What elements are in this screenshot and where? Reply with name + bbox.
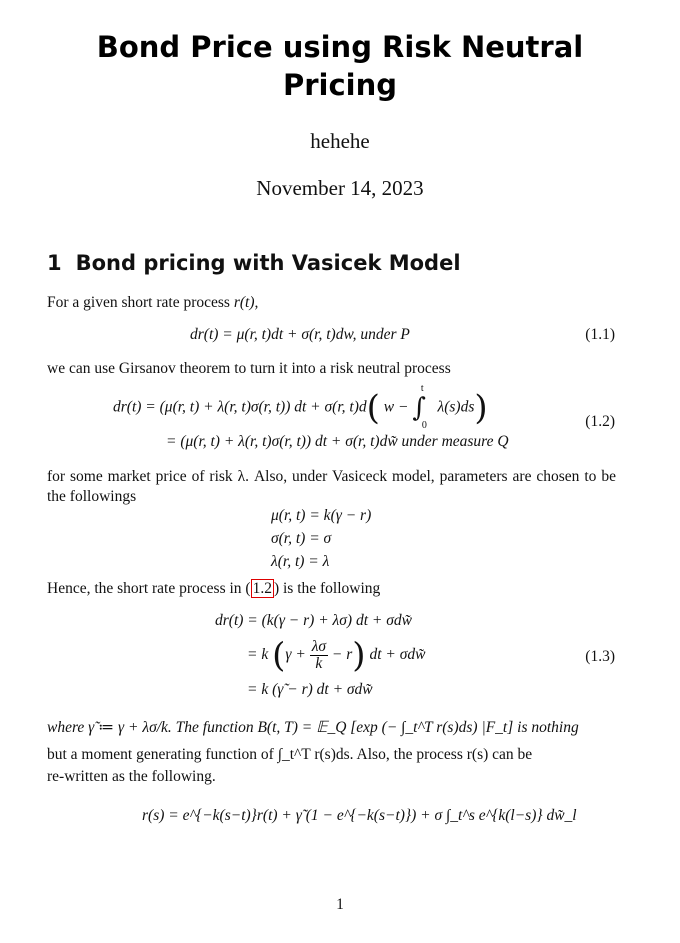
equation-1-1-body: dr(t) = μ(r, t)dt + σ(r, t)dw, under P — [190, 326, 410, 343]
equation-reference-link[interactable]: 1.2 — [252, 580, 272, 597]
equation-1-3-line-2: = k (γ + $\frac{\lambda\sigma}{k}$ − r) dt + σdw̃ — [247, 635, 426, 676]
date: November 14, 2023 — [256, 176, 424, 200]
paragraph-5-line-1: where γ̃ ≔ γ + λσ/k. The function B(t, T) = 𝔼_Q [exp (− ∫_t^T r(s)ds) |F_t] is nothing — [47, 719, 579, 736]
equation-1-2-line-1: dr(t) = (μ(r, t) + λ(r, t)σ(r, t)) dt + σ(r, t)d( $w - \int_0^t$ λ(s)ds) — [113, 383, 488, 431]
left-paren: ( — [366, 388, 380, 428]
equation-1-3-line-1: dr(t) = (k(γ − r) + λσ) dt + σdw̃ — [215, 612, 412, 629]
integral-sign: ∫ — [412, 393, 426, 423]
fraction-lambda-sigma-over-k: $\frac{\lambda\sigma}{k}$ — [311, 638, 327, 672]
equation-1-1 — [190, 326, 410, 344]
equation-1-3-line-3: = k (γ̃ − r) dt + σdw̃ — [247, 681, 373, 698]
para1-math: r(t), — [233, 294, 259, 311]
equation-number-1-1: (1.1) — [585, 326, 615, 343]
equation-number-1-2: (1.2) — [585, 413, 615, 430]
eq2-line1-main: dr(t) = (μ(r, t) + λ(r, t)σ(r, t)) dt + σ(r, t)d — [113, 398, 367, 416]
paragraph-4: Hence, the short rate process in ( 1.2 ) is the following — [47, 580, 381, 597]
paragraph-2: we can use Girsanov theorem to turn it into a risk neutral process — [47, 360, 451, 377]
right-paren: ) — [474, 388, 488, 428]
para1-text: For a given short rate process — [47, 294, 230, 311]
paragraph-3: for some market price of risk λ. Also, under Vasiceck model, parameters are chosen to be the followings — [47, 468, 616, 505]
param-lambda: λ(r, t) = λ — [271, 553, 330, 570]
paragraph-5-line-2: but a moment generating function of ∫_t^T r(s)ds. Also, the process r(s) can be — [47, 746, 533, 763]
paragraph-5-line-3: re-written as the following. — [47, 768, 216, 785]
equation-1-2-line-2 — [166, 433, 509, 451]
param-mu: μ(r, t) = k(γ − r) — [271, 507, 372, 524]
section-heading — [47, 251, 461, 275]
author: hehehe — [310, 129, 370, 153]
param-sigma: σ(r, t) = σ — [271, 530, 332, 547]
paper-title: Bond Price using Risk Neutral Pricing — [96, 30, 584, 102]
eq2-line2: = (μ(r, t) + λ(r, t)σ(r, t)) dt + σ(r, t)dw̃ under measure Q — [166, 433, 509, 450]
paragraph-1 — [47, 293, 616, 313]
section-title: Bond pricing with Vasicek Model — [75, 251, 461, 275]
eq2-line1-inner: w − — [383, 398, 409, 416]
eq2-line1-integrand: λ(s)ds — [437, 398, 475, 416]
equation-number-1-3: (1.3) — [585, 648, 615, 665]
section-number: 1 — [47, 251, 62, 275]
equation-short-rate-solution: r(s) = e^{−k(s−t)}r(t) + γ̃ (1 − e^{−k(s−t)}) + σ ∫_t^s e^{k(l−s)} dw̃_l — [142, 807, 577, 824]
page-number: 1 — [336, 896, 344, 913]
